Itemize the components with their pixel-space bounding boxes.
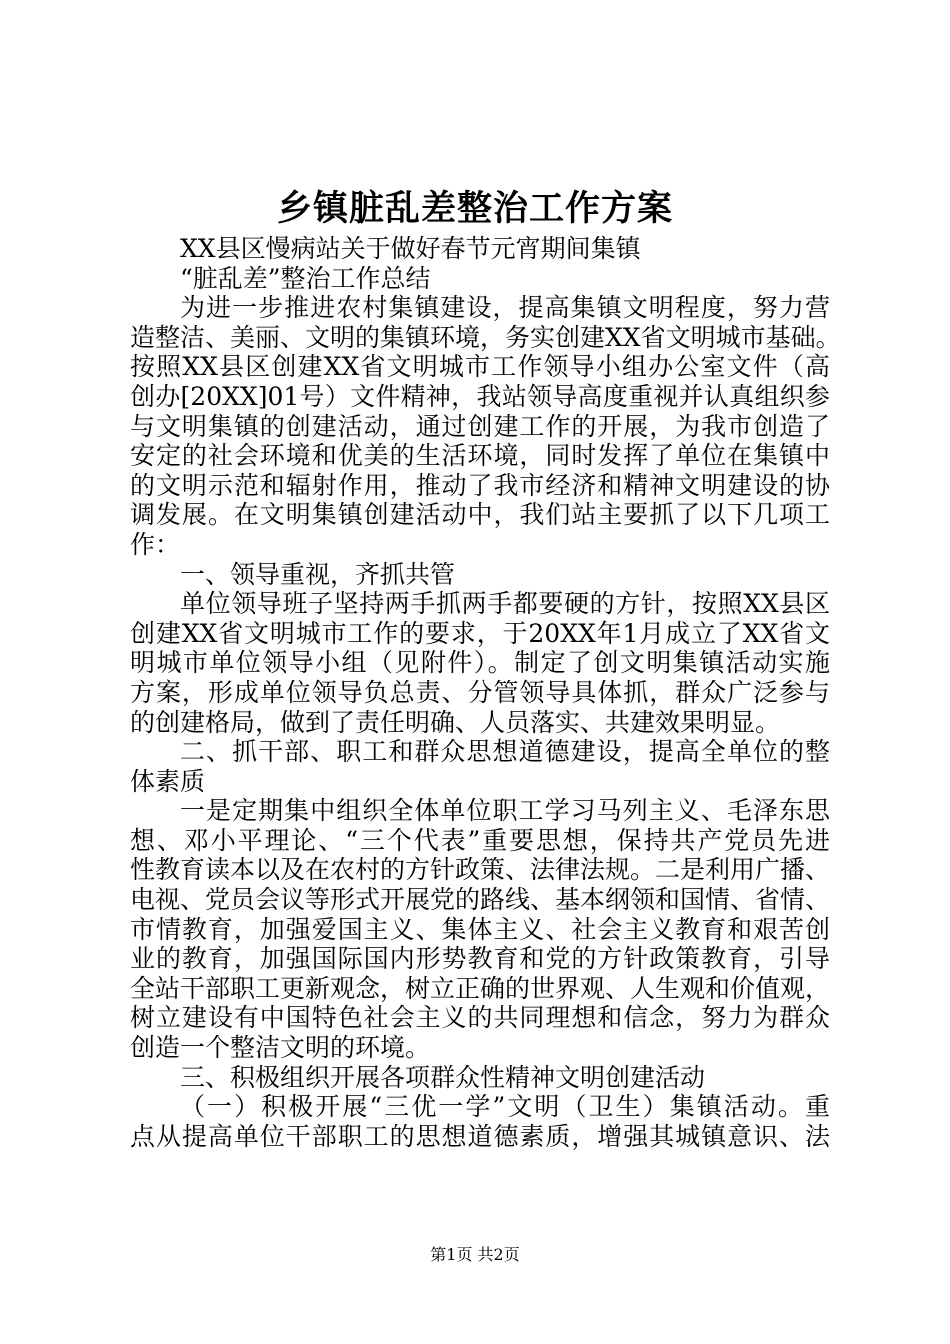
- paragraph-line: 创造一个整洁文明的环境。: [130, 1033, 431, 1063]
- paragraph-line: 全站干部职工更新观念，树立正确的世界观、人生观和价值观，: [130, 973, 831, 1003]
- paragraph-line: 市情教育，加强爱国主义、集体主义、社会主义教育和艰苦创: [130, 914, 830, 944]
- paragraph-line: 树立建设有中国特色社会主义的共同理想和信念，努力为群众: [130, 1003, 830, 1033]
- paragraph-line: 为进一步推进农村集镇建设，提高集镇文明程度，努力营: [180, 293, 830, 323]
- paragraph-line: 调发展。在文明集镇创建活动中，我们站主要抓了以下几项工: [130, 500, 830, 530]
- paragraph-line: 与文明集镇的创建活动，通过创建工作的开展，为我市创造了: [130, 411, 830, 441]
- paragraph-line: 业的教育，加强国际国内形势教育和党的方针政策教育，引导: [130, 944, 830, 974]
- paragraph-line: 一是定期集中组织全体单位职工学习马列主义、毛泽东思: [180, 796, 830, 826]
- paragraph-line: 单位领导班子坚持两手抓两手都要硬的方针，按照XX县区: [180, 589, 830, 619]
- section-heading: 二、抓干部、职工和群众思想道德建设，提高全单位的整: [180, 737, 830, 767]
- subtitle-line: XX县区慢病站关于做好春节元宵期间集镇: [180, 234, 641, 263]
- subtitle-line: “脏乱差”整治工作总结: [180, 263, 431, 293]
- paragraph-line: 的文明示范和辐射作用，推动了我市经济和精神文明建设的协: [130, 470, 830, 500]
- paragraph-line: 方案，形成单位领导负总责、分管领导具体抓，群众广泛参与: [130, 677, 830, 707]
- paragraph-line: 造整洁、美丽、文明的集镇环境，务实创建XX省文明城市基础。: [130, 322, 841, 352]
- paragraph-line: 性教育读本以及在农村的方针政策、法律法规。二是利用广播、: [130, 855, 831, 885]
- paragraph-line: 的创建格局，做到了责任明确、人员落实、共建效果明显。: [130, 707, 781, 737]
- paragraph-line: 作：: [130, 529, 181, 559]
- document-body: [130, 234, 841, 1151]
- section-heading: 一、领导重视，齐抓共管: [180, 559, 456, 589]
- paragraph-line: 电视、党员会议等形式开展党的路线、基本纲领和国情、省情、: [130, 885, 831, 915]
- paragraph-line: 点从提高单位干部职工的思想道德素质，增强其城镇意识、法: [130, 1121, 830, 1151]
- paragraph-line: 想、邓小平理论、“三个代表”重要思想，保持共产党员先进: [130, 825, 830, 855]
- section-heading: 体素质: [130, 766, 206, 796]
- paragraph-line: 明城市单位领导小组（见附件）。制定了创文明集镇活动实施: [130, 648, 830, 678]
- paragraph-line: 安定的社会环境和优美的生活环境，同时发挥了单位在集镇中: [130, 441, 830, 471]
- page-footer: 第1页 共2页: [430, 1245, 520, 1264]
- section-heading: 三、积极组织开展各项群众性精神文明创建活动: [180, 1062, 706, 1092]
- paragraph-line: （一）积极开展“三优一学”文明（卫生）集镇活动。重: [180, 1092, 830, 1122]
- paragraph-line: 创办[20XX]01号）文件精神，我站领导高度重视并认真组织参: [130, 381, 830, 411]
- document-title: 乡镇脏乱差整治工作方案: [276, 188, 673, 229]
- paragraph-line: 按照XX县区创建XX省文明城市工作领导小组办公室文件（高: [130, 352, 830, 382]
- paragraph-line: 创建XX省文明城市工作的要求，于20XX年1月成立了XX省文: [130, 618, 830, 648]
